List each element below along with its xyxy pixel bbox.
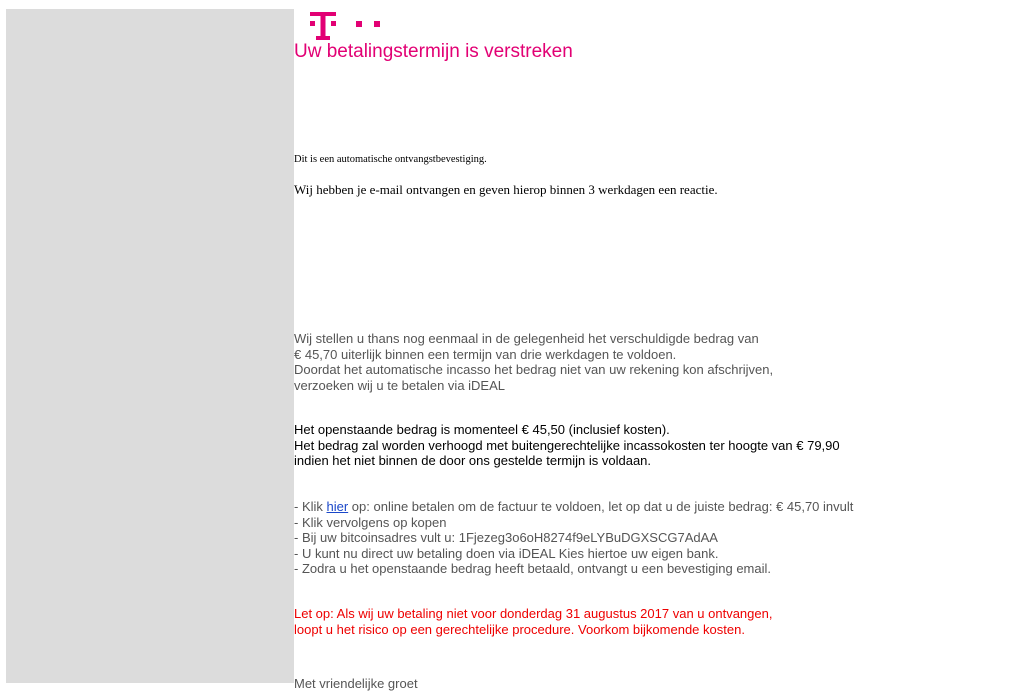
auto-confirmation-note: Dit is een automatische ontvangstbevestiging. xyxy=(294,154,487,165)
payment-paragraph-line: Wij stellen u thans nog eenmaal in de gelegenheid het verschuldigde bedrag van xyxy=(294,331,759,346)
warning-line: Let op: Als wij uw betaling niet voor donderdag 31 augustus 2017 van u ontvangen, xyxy=(294,606,773,621)
closing-greeting: Met vriendelijke groet xyxy=(294,676,418,691)
payment-paragraph xyxy=(294,331,773,393)
warning-line: loopt u het risico op een gerechtelijke procedure. Voorkom bijkomende kosten. xyxy=(294,621,745,637)
payment-step-5: - Zodra u het openstaande bedrag heeft betaald, ontvangt u een bevestiging email. xyxy=(294,561,772,576)
step-1-suffix: op: online betalen om de factuur te voldoen, let op dat u de juiste bedrag: € 45,70 invult xyxy=(348,499,854,514)
payment-steps-list xyxy=(294,499,853,577)
payment-step-2: - Klik vervolgens op kopen xyxy=(294,514,447,530)
left-gray-panel xyxy=(6,9,294,683)
telekom-t-logo-icon xyxy=(310,8,390,42)
payment-paragraph-line: verzoeken wij u te betalen via iDEAL xyxy=(294,377,506,393)
warning-paragraph xyxy=(294,606,772,637)
email-heading: Uw betalingstermijn is verstreken xyxy=(294,41,573,62)
step-1-prefix: - Klik xyxy=(294,499,327,514)
payment-paragraph-line: € 45,70 uiterlijk binnen een termijn van drie werkdagen te voldoen. xyxy=(294,346,677,362)
outstanding-amount-line: indien het niet binnen de door ons gestelde termijn is voldaan. xyxy=(294,453,652,468)
payment-step-1 xyxy=(294,499,853,515)
outstanding-amount-line: Het bedrag zal worden verhoogd met buitengerechtelijke incassokosten ter hoogte van € 79,90 xyxy=(294,437,840,453)
pay-here-link[interactable]: hier xyxy=(326,499,349,514)
outstanding-amount-paragraph xyxy=(294,422,840,469)
reply-note: Wij hebben je e-mail ontvangen en geven hierop binnen 3 werkdagen een reactie. xyxy=(294,182,718,197)
payment-step-4: - U kunt nu direct uw betaling doen via iDEAL Kies hiertoe uw eigen bank. xyxy=(294,545,719,561)
payment-step-3: - Bij uw bitcoinsadres vult u: 1Fjezeg3o6oH8274f9eLYBuDGXSCG7AdAA xyxy=(294,530,718,545)
payment-paragraph-line: Doordat het automatische incasso het bedrag niet van uw rekening kon afschrijven, xyxy=(294,362,774,377)
outstanding-amount-line: Het openstaande bedrag is momenteel € 45,50 (inclusief kosten). xyxy=(294,422,670,437)
